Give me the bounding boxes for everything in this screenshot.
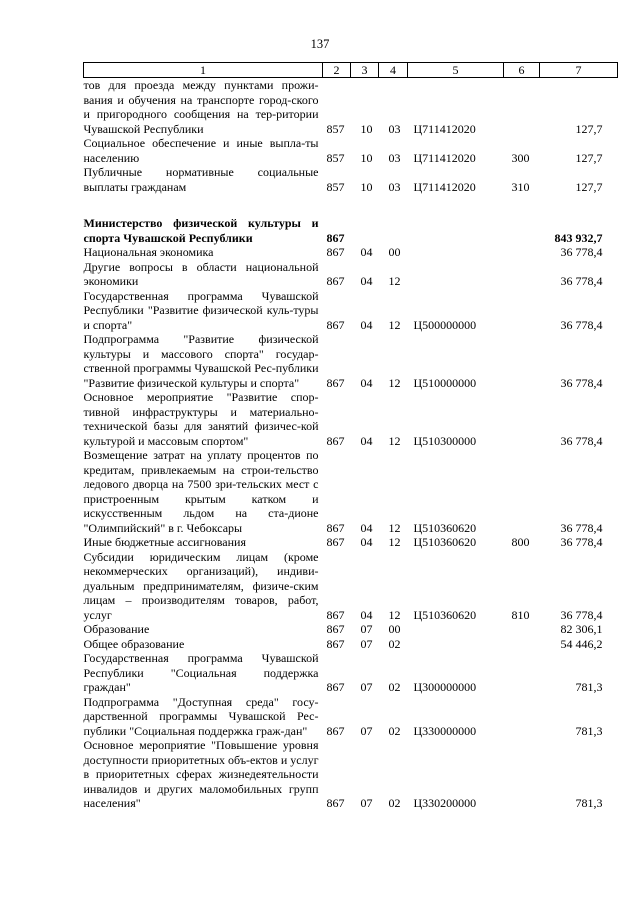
- cell-grbs: 867: [326, 317, 345, 332]
- cell-expense-type: [504, 651, 540, 695]
- column-header: 2: [323, 63, 351, 78]
- cell-subsection: 02: [388, 796, 401, 810]
- cell-grbs: 867: [326, 607, 345, 622]
- cell-subsection: 03: [388, 150, 401, 165]
- cell-section: 04: [360, 607, 373, 622]
- column-header: 5: [408, 63, 504, 78]
- cell-section: 04: [360, 317, 373, 332]
- cell-target-article: Ц330200000: [413, 796, 477, 810]
- cell-section: 10: [360, 179, 373, 194]
- cell-expense-type: [504, 260, 540, 289]
- cell-target-article: [408, 194, 504, 216]
- cell-grbs: 867: [326, 520, 345, 535]
- column-header: 6: [504, 63, 540, 78]
- cell-grbs: 857: [326, 150, 345, 165]
- cell-target-article: Ц711412020: [413, 121, 476, 136]
- cell-grbs: 867: [326, 796, 345, 810]
- cell-grbs: 857: [326, 121, 345, 136]
- cell-section: 04: [360, 274, 373, 288]
- table-row: [84, 332, 618, 390]
- cell-amount: 36 778,4: [560, 433, 603, 448]
- cell-subsection: 12: [388, 520, 401, 535]
- cell-target-article: [408, 245, 504, 260]
- cell-grbs: 867: [326, 636, 345, 651]
- cell-amount: 36 778,4: [560, 245, 603, 259]
- cell-expense-type: [504, 216, 540, 245]
- cell-expense-type: [504, 448, 540, 535]
- cell-section: 07: [360, 723, 373, 738]
- cell-subsection: [379, 216, 408, 245]
- cell-grbs: 867: [326, 622, 345, 636]
- cell-section: 04: [360, 375, 373, 390]
- cell-section: 07: [360, 636, 373, 651]
- table-row: [84, 651, 618, 695]
- cell-expense-type: [504, 695, 540, 739]
- column-header: 3: [351, 63, 379, 78]
- cell-target-article: Ц300000000: [413, 680, 477, 694]
- table-row: [84, 245, 618, 260]
- cell-expense-type: [504, 637, 540, 652]
- cell-subsection: 02: [388, 680, 401, 694]
- cell-target-article: Ц711412020: [413, 179, 476, 194]
- cell-subsection: 12: [388, 607, 401, 622]
- cell-amount: 127,7: [575, 179, 603, 194]
- cell-name: Субсидии юридическим лицам (кроме некоммерческих организаций), индиви-дуальным предпринимателям, физиче-ским лицам – производителям товаров, работ, услуг: [83, 549, 319, 622]
- cell-target-article: Ц510360620: [413, 520, 477, 535]
- cell-amount: 127,7: [575, 121, 603, 136]
- cell-amount: 36 778,4: [560, 375, 603, 390]
- cell-subsection: 12: [388, 317, 401, 332]
- table-row: [84, 289, 618, 333]
- cell-name: Общее образование: [83, 636, 185, 651]
- cell-name: Основное мероприятие "Повышение уровня доступности приоритетных объ-ектов и услуг в приоритетных сферах жизнедеятельности инвалидов и других маломобильных групп населения": [83, 738, 319, 810]
- cell-expense-type: 300: [511, 150, 530, 165]
- cell-expense-type: [504, 738, 540, 811]
- page-number: 137: [310, 37, 330, 51]
- cell-subsection: 02: [388, 636, 401, 651]
- cell-expense-type: 310: [511, 179, 530, 194]
- cell-section: [351, 194, 379, 216]
- cell-amount: 127,7: [575, 150, 603, 165]
- cell-target-article: Ц330000000: [413, 723, 477, 738]
- cell-name: Иные бюджетные ассигнования: [83, 535, 246, 549]
- cell-name: Другие вопросы в области национальной экономики: [83, 259, 319, 288]
- cell-amount: 781,3: [575, 796, 603, 810]
- column-header: 7: [540, 63, 618, 78]
- cell-section: 07: [360, 796, 373, 810]
- cell-subsection: 02: [388, 723, 401, 738]
- cell-name: Возмещение затрат на уплату процентов по кредитам, привлекаемым на строи-тельство ледового дворца на 7500 зри-тельских мест с пристроенным крытым катком и искусственным льдом на ста-дионе "Олимпийский" в г. Чебоксары: [83, 448, 319, 535]
- cell-name: Публичные нормативные социальные выплаты гражданам: [83, 165, 319, 194]
- cell-grbs: 867: [326, 245, 345, 259]
- cell-subsection: 00: [388, 245, 401, 259]
- table-row: [84, 738, 618, 811]
- table-row: [84, 448, 618, 535]
- cell-target-article: [408, 637, 504, 652]
- cell-grbs: 867: [326, 274, 345, 288]
- cell-expense-type: 800: [511, 535, 530, 549]
- cell-section: 10: [360, 121, 373, 136]
- cell-expense-type: [504, 245, 540, 260]
- cell-name: Государственная программа Чувашской Республики "Социальная поддержка граждан": [83, 651, 319, 694]
- cell-grbs: 857: [326, 179, 345, 194]
- cell-section: [351, 216, 379, 245]
- table-row: [84, 194, 618, 216]
- cell-amount: 781,3: [575, 723, 603, 738]
- cell-name: Национальная экономика: [83, 245, 214, 259]
- table-row: [84, 637, 618, 652]
- cell-amount: 36 778,4: [560, 535, 603, 549]
- cell-name: Государственная программа Чувашской Республики "Развитие физической куль-туры и спорта": [83, 288, 319, 332]
- cell-subsection: 00: [388, 622, 401, 636]
- table-row: [84, 260, 618, 289]
- cell-expense-type: [504, 289, 540, 333]
- cell-name: Подпрограмма "Развитие физической культуры и массового спорта" государ-ственной программы Чувашской Рес-публики "Развитие физической культуры и спорта": [83, 332, 319, 390]
- table-row: [84, 622, 618, 637]
- cell-target-article: Ц510360620: [413, 607, 477, 622]
- cell-grbs: 867: [326, 375, 345, 390]
- cell-amount: 36 778,4: [560, 317, 603, 332]
- cell-grbs: 867: [326, 230, 345, 245]
- cell-name: Основное мероприятие "Развитие спор-тивной инфраструктуры и материально-технической базы для занятий физичес-кой культурой и массовым спортом": [83, 390, 319, 448]
- cell-expense-type: [504, 78, 540, 137]
- cell-amount: 843 932,7: [554, 230, 603, 245]
- cell-target-article: [408, 260, 504, 289]
- cell-subsection: [379, 194, 408, 216]
- cell-section: 04: [360, 535, 373, 549]
- cell-grbs: 867: [326, 680, 345, 694]
- cell-target-article: Ц711412020: [413, 150, 476, 165]
- cell-amount: 36 778,4: [560, 274, 603, 288]
- cell-section: 04: [360, 520, 373, 535]
- cell-subsection: 12: [388, 535, 401, 549]
- cell-amount: 36 778,4: [560, 607, 603, 622]
- cell-expense-type: [504, 622, 540, 637]
- cell-name: тов для проезда между пунктами прожи-вания и обучения на транспорте город-ского и пригородного сообщения на тер-ритории Чувашской Республики: [83, 78, 319, 136]
- cell-target-article: Ц510300000: [413, 433, 477, 448]
- cell-subsection: 12: [388, 375, 401, 390]
- cell-grbs: 867: [326, 433, 345, 448]
- table-row: [84, 216, 618, 245]
- cell-expense-type: [504, 390, 540, 448]
- table-body: [84, 78, 618, 811]
- cell-grbs: 867: [326, 723, 345, 738]
- cell-section: 07: [360, 622, 373, 636]
- table-row: [84, 695, 618, 739]
- cell-name: Министерство физической культуры и спорта Чувашской Республики: [83, 216, 319, 245]
- cell-target-article: [408, 622, 504, 637]
- cell-expense-type: [504, 332, 540, 390]
- cell-section: 04: [360, 433, 373, 448]
- cell-expense-type: 810: [511, 607, 530, 622]
- column-header: 4: [379, 63, 408, 78]
- column-header: 1: [84, 63, 323, 78]
- cell-amount: 36 778,4: [560, 520, 603, 535]
- cell-name: Подпрограмма "Доступная среда" госу-дарственной программы Чувашской Рес-публики "Социальная поддержка граж-дан": [83, 694, 319, 738]
- cell-amount: 54 446,2: [560, 636, 603, 651]
- cell-target-article: Ц500000000: [413, 317, 477, 332]
- cell-expense-type: [504, 194, 540, 216]
- cell-subsection: 03: [388, 121, 401, 136]
- cell-section: 07: [360, 680, 373, 694]
- cell-name: Социальное обеспечение и иные выпла-ты населению: [83, 136, 319, 165]
- cell-subsection: 12: [388, 433, 401, 448]
- cell-target-article: [408, 216, 504, 245]
- cell-subsection: 12: [388, 274, 401, 288]
- cell-amount: 781,3: [575, 680, 603, 694]
- cell-target-article: Ц510360620: [413, 535, 477, 549]
- cell-name: Образование: [83, 622, 150, 636]
- cell-amount: [540, 194, 618, 216]
- cell-grbs: [323, 194, 351, 216]
- budget-table: [83, 62, 618, 811]
- table-row: [84, 535, 618, 550]
- cell-grbs: 867: [326, 535, 345, 549]
- cell-subsection: 03: [388, 179, 401, 194]
- table-row: [84, 390, 618, 448]
- cell-target-article: Ц510000000: [413, 375, 477, 390]
- cell-section: 04: [360, 245, 373, 259]
- table-row: [84, 78, 618, 137]
- cell-name: [84, 194, 323, 216]
- cell-amount: 82 306,1: [560, 622, 603, 636]
- table-row: [84, 165, 618, 194]
- table-row: [84, 550, 618, 623]
- cell-section: 10: [360, 150, 373, 165]
- table-header-row: [84, 63, 618, 78]
- table-row: [84, 136, 618, 165]
